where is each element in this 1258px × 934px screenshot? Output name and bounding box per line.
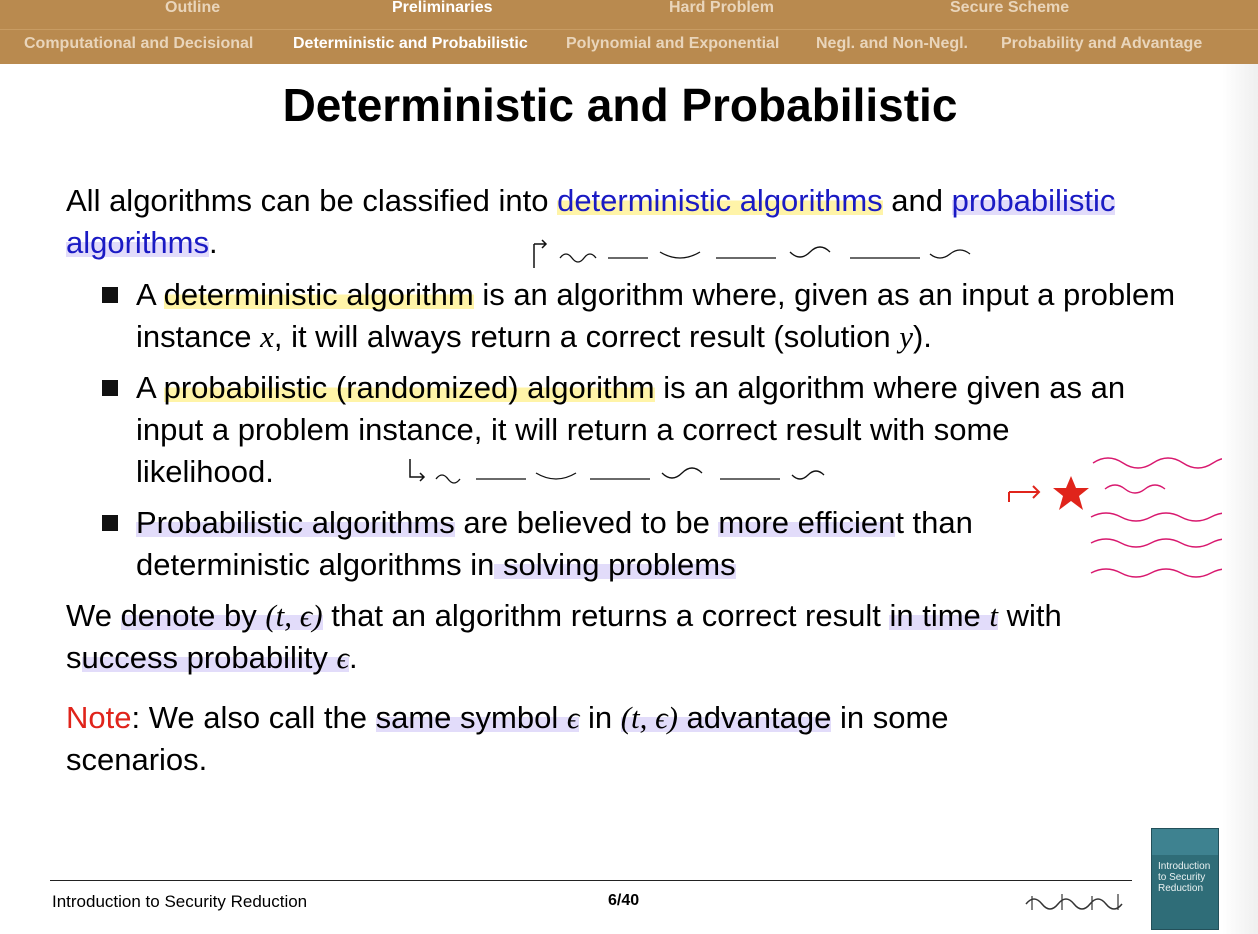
- bullet-text: is an algorithm where, given as an input a problem instance: [136, 277, 1176, 354]
- bullet-square-icon: [102, 380, 118, 396]
- intro-period: .: [209, 225, 218, 260]
- nav-subsection-polynomial[interactable]: Polynomial and Exponential: [566, 35, 780, 52]
- footer-divider: [50, 880, 1132, 881]
- bullet-deterministic: [66, 274, 1176, 358]
- window-edge-shadow: [1222, 64, 1258, 934]
- section-nav-row: [0, 0, 1258, 22]
- note-label: Note: [66, 700, 132, 735]
- nav-subsection-deterministic[interactable]: Deterministic and Probabilistic: [293, 35, 528, 52]
- note-paragraph: [66, 697, 1076, 781]
- denote-text: .: [349, 640, 358, 675]
- bullet-text: A: [136, 370, 164, 405]
- intro-text-and: and: [882, 183, 952, 218]
- nav-section-outline[interactable]: Outline: [165, 0, 221, 16]
- denote-text: that an algorithm returns a correct result: [322, 598, 890, 633]
- math-variable-y: y: [899, 319, 913, 354]
- handwritten-annotation-1: [520, 238, 1000, 274]
- highlight-deterministic-algorithm: deterministic algorithm: [163, 277, 474, 312]
- bullet-text: is an algorithm where given as an input a problem instance, it will return a correct result with some likelihood.: [136, 370, 1126, 489]
- math-variable-x: x: [260, 319, 274, 354]
- note-text: : We also call the: [131, 700, 376, 735]
- highlight-success-probability: uccess probability: [81, 640, 337, 675]
- bullet-text: A: [136, 277, 164, 312]
- handwritten-annotation-2: [400, 455, 840, 495]
- footer-title: Introduction to Security Reduction: [52, 892, 308, 911]
- note-text: in some scenarios.: [66, 700, 949, 777]
- book-cover-band: [1152, 829, 1218, 855]
- highlight-probabilistic-algorithms: Probabilistic algorithms: [136, 505, 455, 540]
- spacer: [66, 679, 1186, 697]
- bullet-square-icon: [102, 287, 118, 303]
- subsection-nav-row: [0, 29, 1258, 60]
- book-cover-thumbnail: [1151, 828, 1219, 930]
- section-navigation-bar: [0, 0, 1258, 64]
- definition-list: [66, 274, 1186, 586]
- bullet-text: ).: [912, 319, 932, 354]
- highlight-denote-by: denote by: [120, 598, 266, 633]
- page-number: 6/40: [608, 892, 640, 909]
- highlight-probabilistic-algorithm: probabilistic (randomized) algorithm: [163, 370, 655, 405]
- denote-text: with s: [66, 598, 1062, 675]
- book-cover-title: Introduction to Security Reduction: [1158, 861, 1211, 894]
- nav-section-hard-problem[interactable]: Hard Problem: [669, 0, 774, 16]
- math-t-epsilon: (t, ϵ): [620, 700, 678, 735]
- intro-text: All algorithms can be classified into: [66, 183, 558, 218]
- denote-text: We: [66, 598, 121, 633]
- math-epsilon: ϵ: [336, 640, 350, 675]
- note-text: in: [579, 700, 621, 735]
- nav-section-preliminaries[interactable]: Preliminaries: [392, 0, 493, 16]
- signature-stamp: [1022, 890, 1132, 914]
- nav-subsection-computational[interactable]: Computational and Decisional: [24, 35, 254, 52]
- link-deterministic-algorithms[interactable]: deterministic algorithms: [557, 183, 883, 218]
- nav-subsection-probability[interactable]: Probability and Advantage: [1001, 35, 1203, 52]
- denote-paragraph: [66, 595, 1136, 679]
- highlight-more-efficient: more efficien: [718, 505, 896, 540]
- slide-title: Deterministic and Probabilistic: [282, 79, 958, 131]
- highlight-solving-problems: solving problems: [494, 547, 736, 582]
- highlight-in-time: in time: [889, 598, 990, 633]
- bullet-text: are believed to be: [454, 505, 719, 540]
- bullet-efficiency: [66, 502, 1086, 586]
- highlight-advantage: advantage: [677, 700, 832, 735]
- highlight-same-symbol: same symbol: [375, 700, 567, 735]
- math-t: t: [989, 598, 999, 633]
- red-star-annotation-icon: [1005, 470, 1095, 520]
- math-t-epsilon: (t, ϵ): [265, 598, 323, 633]
- bullet-square-icon: [102, 515, 118, 531]
- link-probabilistic-algorithms[interactable]: probabilistic algorithms: [66, 183, 1116, 260]
- math-epsilon: ϵ: [566, 700, 580, 735]
- nav-subsection-negligible[interactable]: Negl. and Non-Negl.: [816, 35, 968, 52]
- nav-section-secure-scheme[interactable]: Secure Scheme: [950, 0, 1070, 16]
- bullet-text: t than deterministic algorithms in: [136, 505, 973, 582]
- bullet-text: , it will always return a correct result (solution: [273, 319, 900, 354]
